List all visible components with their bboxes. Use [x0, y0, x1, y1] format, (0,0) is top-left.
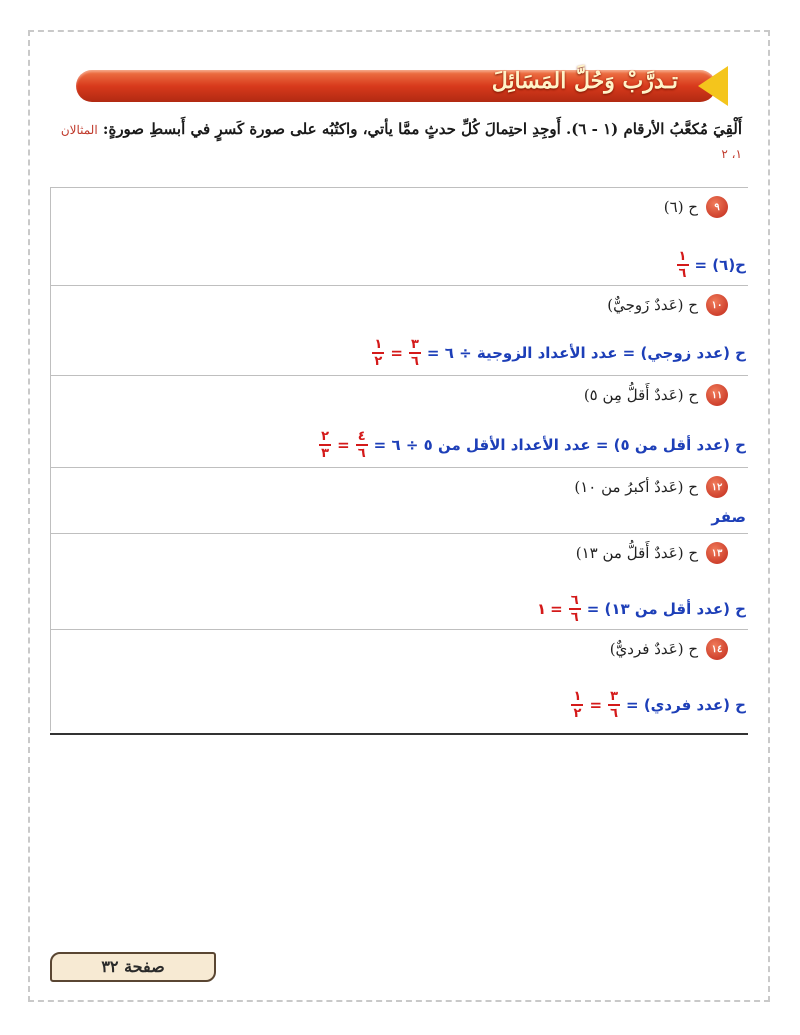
- denominator: ٦: [410, 353, 419, 369]
- problem-number-badge: ١٢: [706, 476, 728, 498]
- numerator: ١: [573, 689, 582, 704]
- banner-arrow-icon: [698, 66, 728, 106]
- problem-row-11: [50, 375, 748, 467]
- answer-fraction: [409, 338, 421, 368]
- problem-row-14: [50, 629, 748, 731]
- numerator: ١: [374, 337, 383, 352]
- question-text: ح (عَددٌ أَقلُّ مِن ٥): [583, 386, 698, 404]
- problem-row-9: [50, 187, 748, 285]
- answer-result: ١: [536, 599, 547, 618]
- answer-fraction-simplified: [571, 690, 583, 720]
- answer-text: ح (عدد زوجي) = عدد الأعداد الزوجية ÷ ٦ =: [426, 343, 746, 362]
- section-banner: [76, 66, 728, 106]
- question-text: ح (عَددٌ أَقلُّ من ١٣): [575, 544, 698, 562]
- problems-table: [50, 187, 748, 731]
- question-text: ح (٦): [663, 198, 698, 216]
- problem-row-13: [50, 533, 748, 629]
- page-number: صفحة ٣٢: [101, 957, 165, 976]
- problem-row-10: [50, 285, 748, 375]
- numerator: ٤: [357, 429, 366, 444]
- numerator: ٣: [610, 689, 618, 704]
- problem-question: [607, 294, 728, 316]
- denominator: ٦: [678, 265, 687, 281]
- example-reference: المثالان ١، ٢: [60, 123, 742, 161]
- problem-number-badge: ١٣: [706, 542, 728, 564]
- denominator: ٦: [570, 609, 579, 625]
- denominator: ٦: [357, 445, 366, 461]
- answer: ح (عدد أقل من ٥) = عدد الأعداد الأقل من ٥ ÷ ٦ = $\frac{٤}{٦}$ = $\frac{٢}{٣}$: [317, 430, 746, 460]
- problem-row-12: [50, 467, 748, 533]
- answer-fraction: [356, 430, 368, 460]
- answer-text: صفر: [711, 508, 746, 526]
- problem-number-badge: ١٤: [706, 638, 728, 660]
- answer: [675, 250, 746, 280]
- table-bottom-rule: [50, 733, 748, 735]
- answer: [711, 508, 746, 526]
- question-text: ح (عَددٌ زَوجيٌّ): [607, 296, 698, 314]
- problem-question: [576, 542, 728, 564]
- answer-fraction: [608, 690, 620, 720]
- numerator: ٢: [321, 429, 330, 444]
- answer: ح (عدد أقل من ١٣) = $\frac{٦}{٦}$ = ١: [536, 593, 746, 625]
- numerator: ٣: [410, 337, 419, 352]
- denominator: ٣: [321, 445, 330, 461]
- denominator: ٢: [573, 705, 582, 721]
- instructions-text: أَلْقِيَ مُكعَّبُ الأرقام (١ - ٦). أَوجِدِ احتِمالَ كُلِّ حدثٍ ممَّا يأتي، واكتُبُه على صورة كَسرٍ في أَبسطِ صورةٍ:: [102, 120, 742, 138]
- answer-fraction: [569, 594, 581, 624]
- problem-number-badge: ٩: [706, 196, 728, 218]
- answer-text: ح (عدد أقل من ١٣) =: [586, 599, 746, 618]
- question-text: ح (عَددٌ أكبرُ من ١٠): [574, 478, 698, 496]
- numerator: ١: [678, 249, 687, 264]
- answer-text: ح(٦) =: [694, 255, 746, 274]
- problem-question: [610, 638, 728, 660]
- section-title: تـدرَّبْ وَحُلَّ المَسَائِلَ: [491, 68, 678, 94]
- answer: ح (عدد زوجي) = عدد الأعداد الزوجية ÷ ٦ = $\frac{٣}{٦}$ = $\frac{١}{٢}$: [370, 338, 746, 368]
- problem-number-badge: ١٠: [706, 294, 728, 316]
- denominator: ٦: [610, 705, 618, 721]
- question-text: ح (عَددٌ فرديٌّ): [609, 640, 698, 658]
- numerator: ٦: [570, 593, 579, 608]
- answer-fraction-simplified: [372, 338, 384, 368]
- problem-question: [664, 196, 728, 218]
- answer-text: ح (عدد أقل من ٥) = عدد الأعداد الأقل من ٥ ÷ ٦ =: [373, 435, 746, 454]
- instructions: [60, 118, 742, 166]
- answer-fraction-simplified: [319, 430, 331, 460]
- answer-text: ح (عدد فردي) =: [626, 695, 746, 714]
- answer-fraction: [677, 250, 689, 280]
- denominator: ٢: [374, 353, 383, 369]
- problem-question: [574, 476, 728, 498]
- answer: ح (عدد فردي) = $\frac{٣}{٦}$ = $\frac{١}{٢}$: [569, 690, 746, 720]
- problem-number-badge: ١١: [706, 384, 728, 406]
- page-number-box: [50, 952, 216, 982]
- problem-question: [584, 384, 728, 406]
